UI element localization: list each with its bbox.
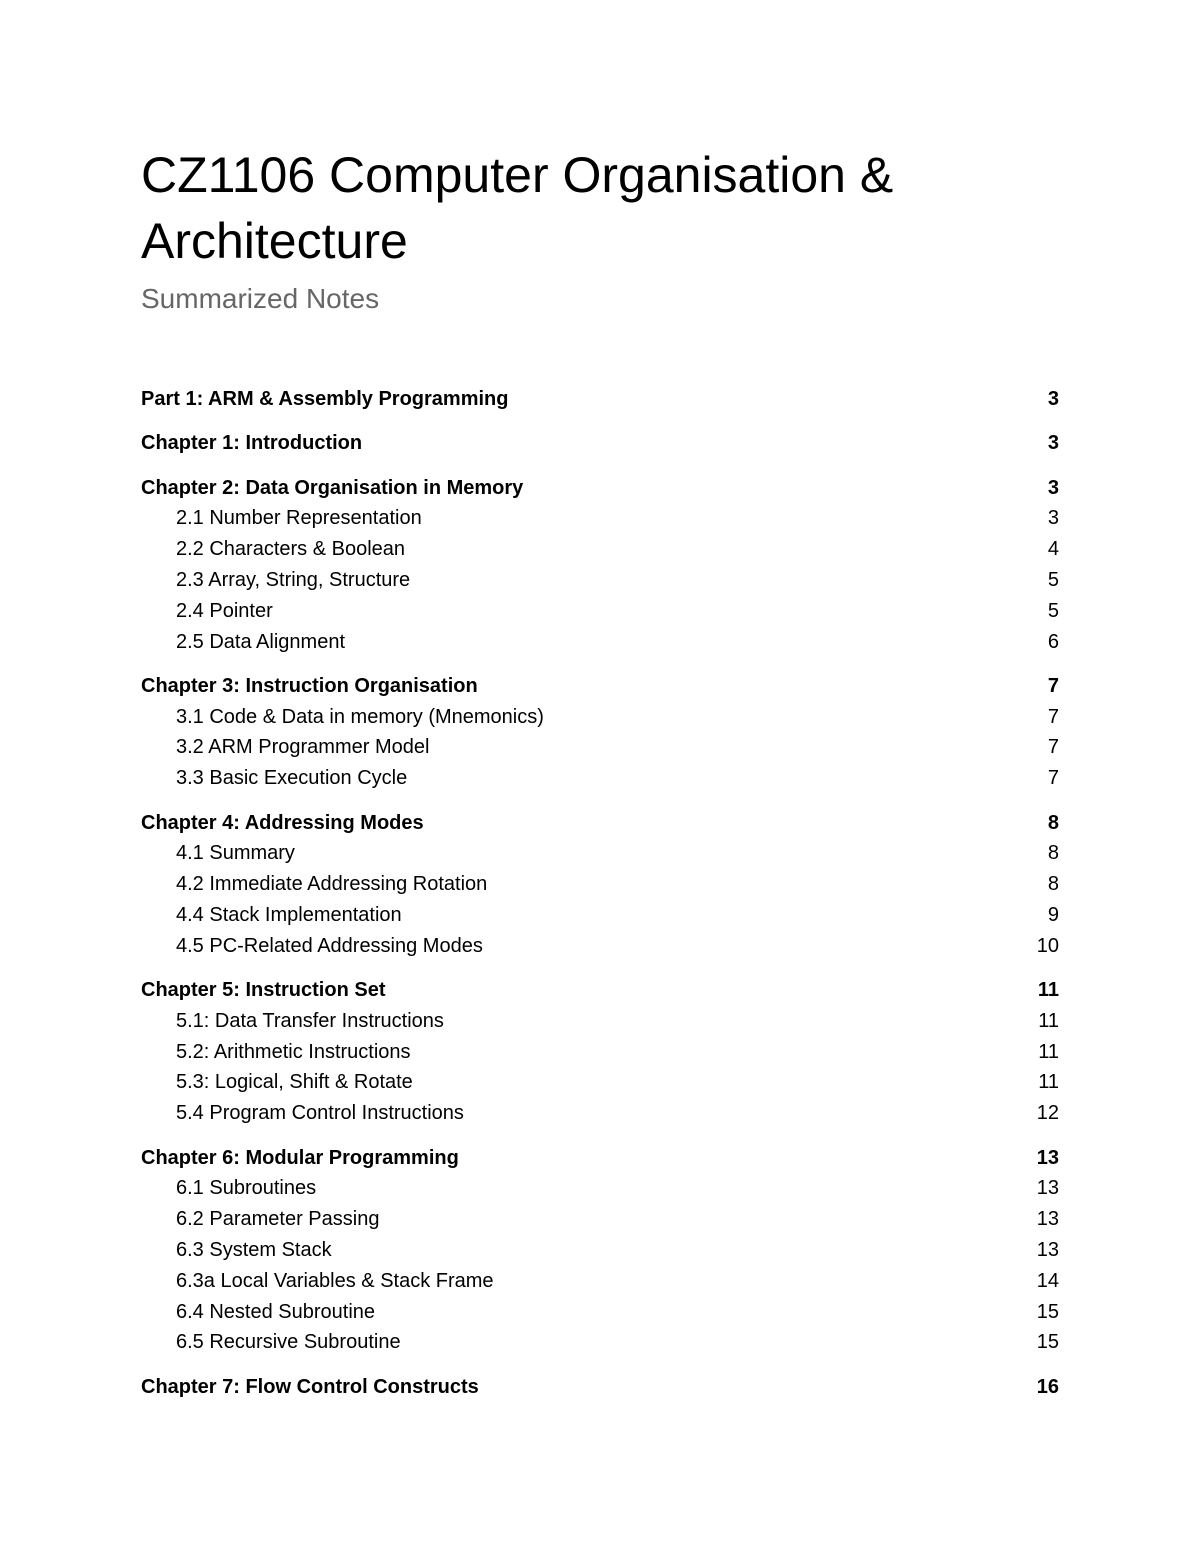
- toc-subentry[interactable]: [141, 596, 1059, 627]
- toc-page-number: 8: [1047, 811, 1059, 834]
- toc-page-number: 3: [1047, 507, 1059, 530]
- toc-entry-label: Chapter 3: Instruction Organisation: [141, 674, 478, 697]
- toc-subentry[interactable]: [141, 565, 1059, 596]
- toc-page-number: 8: [1047, 842, 1059, 865]
- toc-page-number: 14: [1036, 1269, 1059, 1292]
- toc-entry-label: 2.2 Characters & Boolean: [176, 538, 406, 561]
- toc-entry-label: 3.3 Basic Execution Cycle: [176, 767, 408, 790]
- toc-entry-label: 3.1 Code & Data in memory (Mnemonics): [176, 705, 544, 728]
- toc-subentry[interactable]: [141, 627, 1059, 658]
- toc-entry-label: Chapter 1: Introduction: [141, 432, 363, 455]
- toc-heading-entry[interactable]: [141, 1372, 1059, 1403]
- toc-entry-label: Chapter 6: Modular Programming: [141, 1146, 459, 1169]
- toc-entry-label: 6.2 Parameter Passing: [176, 1208, 380, 1231]
- toc-entry-label: Chapter 2: Data Organisation in Memory: [141, 476, 524, 499]
- toc-page-number: 13: [1036, 1177, 1059, 1200]
- toc-heading-entry[interactable]: [141, 428, 1059, 459]
- toc-subentry[interactable]: [141, 503, 1059, 534]
- toc-heading-entry[interactable]: [141, 1143, 1059, 1174]
- toc-page-number: 11: [1038, 1040, 1059, 1063]
- toc-entry-label: 5.4 Program Control Instructions: [176, 1102, 464, 1125]
- toc-entry-label: Chapter 4: Addressing Modes: [141, 811, 424, 834]
- toc-page-number: 5: [1047, 568, 1059, 591]
- table-of-contents: [141, 384, 1059, 1402]
- toc-entry-label: 6.4 Nested Subroutine: [176, 1300, 376, 1323]
- toc-subentry[interactable]: [141, 1204, 1059, 1235]
- toc-page-number: 15: [1036, 1300, 1059, 1323]
- toc-subentry[interactable]: [141, 534, 1059, 565]
- toc-entry-label: 4.5 PC-Related Addressing Modes: [176, 934, 483, 957]
- toc-page-number: 13: [1036, 1146, 1059, 1169]
- toc-page-number: 7: [1047, 767, 1059, 790]
- toc-entry-label: Part 1: ARM & Assembly Programming: [141, 388, 509, 410]
- toc-page-number: 8: [1047, 873, 1059, 896]
- toc-page-number: 13: [1036, 1238, 1059, 1261]
- toc-subentry[interactable]: [141, 931, 1059, 962]
- toc-page-number: 12: [1036, 1102, 1059, 1125]
- toc-page-number: 7: [1047, 736, 1059, 759]
- toc-entry-label: 5.3: Logical, Shift & Rotate: [176, 1071, 413, 1094]
- toc-subentry[interactable]: [141, 1037, 1059, 1068]
- toc-entry-label: 5.1: Data Transfer Instructions: [176, 1009, 444, 1032]
- toc-subentry[interactable]: [141, 1235, 1059, 1266]
- toc-page-number: 5: [1047, 599, 1059, 622]
- toc-subentry[interactable]: [141, 1327, 1059, 1358]
- toc-subentry[interactable]: [141, 900, 1059, 931]
- toc-page-number: 10: [1036, 934, 1059, 957]
- toc-heading-entry[interactable]: [141, 808, 1059, 839]
- toc-page-number: 3: [1047, 476, 1059, 499]
- toc-subentry[interactable]: [141, 1173, 1059, 1204]
- toc-entry-label: Chapter 5: Instruction Set: [141, 979, 386, 1002]
- toc-entry-label: 6.5 Recursive Subroutine: [176, 1331, 401, 1354]
- toc-entry-label: 6.1 Subroutines: [176, 1177, 317, 1200]
- toc-entry-label: Chapter 7: Flow Control Constructs: [141, 1375, 479, 1398]
- toc-page-number: 9: [1047, 903, 1059, 926]
- toc-page-number: 3: [1047, 388, 1059, 410]
- toc-page-number: 7: [1047, 674, 1059, 697]
- toc-page-number: 11: [1038, 1071, 1059, 1094]
- document-title: CZ1106 Computer Organisation & Architecture: [141, 147, 894, 269]
- toc-entry-label: 2.4 Pointer: [176, 599, 273, 622]
- toc-subentry[interactable]: [141, 838, 1059, 869]
- toc-subentry[interactable]: [141, 1297, 1059, 1328]
- toc-entry-label: 2.3 Array, String, Structure: [176, 568, 411, 591]
- toc-subentry[interactable]: [141, 1067, 1059, 1098]
- toc-page-number: 6: [1047, 630, 1059, 653]
- toc-entry-label: 3.2 ARM Programmer Model: [176, 736, 430, 759]
- toc-heading-entry[interactable]: [141, 384, 1059, 415]
- toc-page-number: 7: [1047, 705, 1059, 728]
- toc-entry-label: 2.5 Data Alignment: [176, 630, 345, 653]
- toc-entry-label: 4.1 Summary: [176, 842, 295, 865]
- toc-page-number: 3: [1047, 432, 1059, 455]
- toc-heading-entry[interactable]: [141, 473, 1059, 504]
- toc-subentry[interactable]: [141, 869, 1059, 900]
- document-subtitle: Summarized Notes: [141, 283, 380, 314]
- toc-subentry[interactable]: [141, 732, 1059, 763]
- toc-entry-label: 5.2: Arithmetic Instructions: [176, 1040, 411, 1063]
- toc-entry-label: 2.1 Number Representation: [176, 507, 422, 530]
- toc-entry-label: 4.2 Immediate Addressing Rotation: [176, 873, 488, 896]
- toc-entry-label: 6.3 System Stack: [176, 1238, 332, 1261]
- toc-subentry[interactable]: [141, 763, 1059, 794]
- toc-heading-entry[interactable]: [141, 671, 1059, 702]
- toc-page-number: 13: [1036, 1208, 1059, 1231]
- toc-subentry[interactable]: [141, 1098, 1059, 1129]
- toc-page-number: 15: [1036, 1331, 1059, 1354]
- toc-entry-label: 4.4 Stack Implementation: [176, 903, 402, 926]
- toc-entry-label: 6.3a Local Variables & Stack Frame: [176, 1269, 494, 1292]
- toc-subentry[interactable]: [141, 1266, 1059, 1297]
- toc-page-number: 11: [1037, 979, 1059, 1002]
- toc-subentry[interactable]: [141, 1006, 1059, 1037]
- toc-subentry[interactable]: [141, 702, 1059, 733]
- toc-page-number: 16: [1036, 1375, 1059, 1398]
- toc-heading-entry[interactable]: [141, 975, 1059, 1006]
- toc-page-number: 11: [1038, 1009, 1059, 1032]
- toc-page-number: 4: [1047, 538, 1059, 561]
